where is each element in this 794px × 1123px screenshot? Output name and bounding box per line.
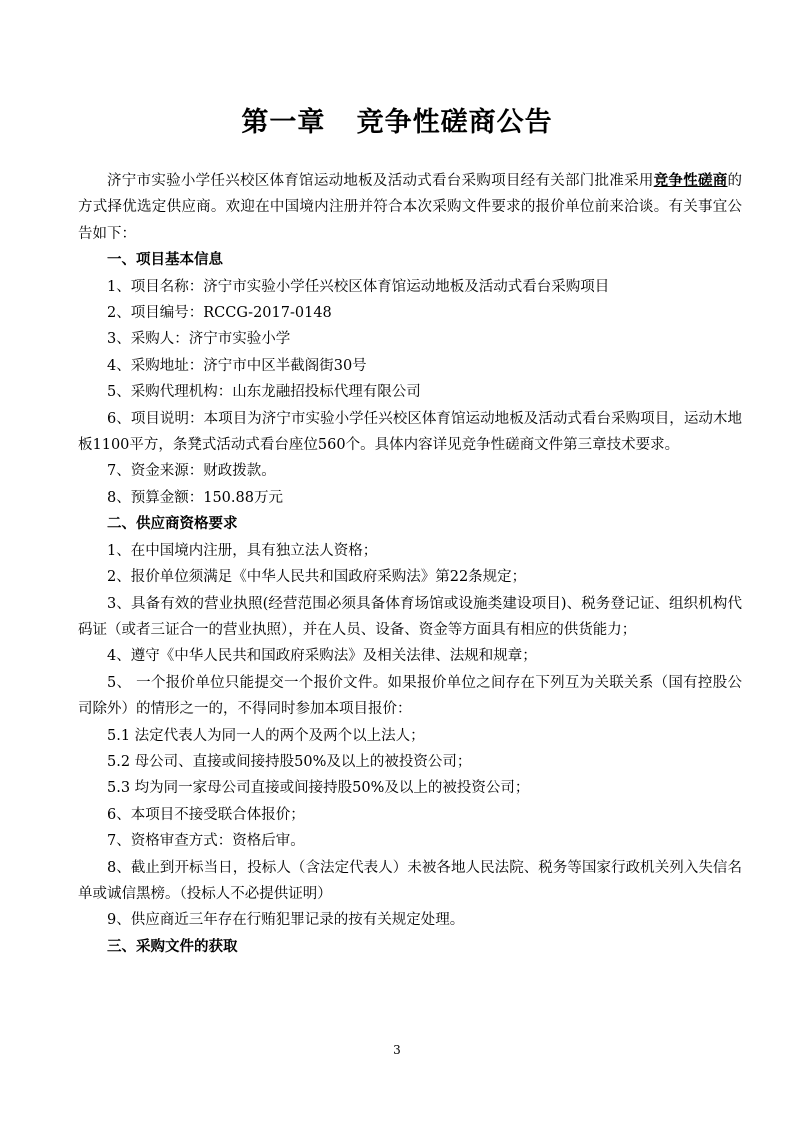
- section1-item-6: 6、项目说明：本项目为济宁市实验小学任兴校区体育馆运动地板及活动式看台采购项目，运动木地板1100平方，条凳式活动式看台座位560个。具体内容详见竞争性磋商文件第三章技术要求。: [78, 410, 742, 454]
- section1-item-8: 8、预算金额：150.88万元: [107, 489, 283, 506]
- chapter-title: 第一章 竞争性磋商公告: [241, 107, 553, 138]
- section2-item-3: 3、具备有效的营业执照(经营范围必须具备体育场馆或设施类建设项目)、税务登记证、组织机构代码证（或者三证合一的营业执照），并在人员、设备、资金等方面具有相应的供货能力；: [78, 595, 742, 638]
- section2-heading: 二、供应商资格要求: [107, 516, 238, 533]
- section1-heading: 一、项目基本信息: [107, 252, 223, 269]
- intro-paragraph: [78, 168, 742, 247]
- section2-item-2: 2、报价单位须满足《中华人民共和国政府采购法》第22条规定；: [107, 569, 527, 586]
- section1-item-3: 3、采购人：济宁市实验小学: [107, 331, 291, 348]
- intro-text-after: 的方式择优选定供应商。欢迎在中国境内注册并符合本次采购文件要求的报价单位前来洽谈。有关事宜公告如下：: [78, 173, 743, 242]
- section2-item-5-3: 5.3 均为同一家母公司直接或间接持股50%及以上的被投资公司；: [107, 780, 530, 797]
- section2-item-7: 7、资格审查方式：资格后审。: [107, 833, 305, 850]
- section1-item-2: 2、项目编号：RCCG-2017-0148: [107, 305, 332, 322]
- section2-item-1: 1、在中国境内注册，具有独立法人资格；: [107, 542, 378, 559]
- intro-text-before: 济宁市实验小学任兴校区体育馆运动地板及活动式看台采购项目经有关部门批准采用: [107, 173, 654, 189]
- section1-item-4: 4、采购地址：济宁市中区半截阁街30号: [107, 357, 367, 374]
- page-number: 3: [393, 1043, 401, 1057]
- section2-item-5-2: 5.2 母公司、直接或间接持股50%及以上的被投资公司；: [107, 753, 472, 770]
- section1-item-1: 1、项目名称：济宁市实验小学任兴校区体育馆运动地板及活动式看台采购项目: [107, 278, 610, 295]
- section2-item-5-1: 5.1 法定代表人为同一人的两个及两个以上法人；: [107, 727, 425, 744]
- section2-item-8: 8、截止到开标当日，投标人（含法定代表人）未被各地人民法院、税务等国家行政机关列入失信名单或诚信黑榜。（投标人不必提供证明）: [78, 859, 742, 902]
- intro-emphasis: 竞争性磋商: [653, 173, 728, 189]
- section2-item-5: 5、 一个报价单位只能提交一个报价文件。如果报价单位之间存在下列互为关联关系（国有控股公司除外）的情形之一的，不得同时参加本项目报价：: [78, 674, 742, 718]
- section2-item-4: 4、遵守《中华人民共和国政府采购法》及相关法律、法规和规章；: [107, 648, 537, 665]
- section2-item-9: 9、供应商近三年存在行贿犯罪记录的按有关规定处理。: [107, 912, 465, 929]
- section1-item-5: 5、采购代理机构：山东龙融招投标代理有限公司: [107, 384, 421, 401]
- document-body: [78, 168, 742, 960]
- section2-item-6: 6、本项目不接受联合体报价；: [107, 806, 305, 823]
- section1-item-7: 7、资金来源：财政拨款。: [107, 463, 276, 480]
- section3-heading: 三、采购文件的获取: [107, 938, 238, 955]
